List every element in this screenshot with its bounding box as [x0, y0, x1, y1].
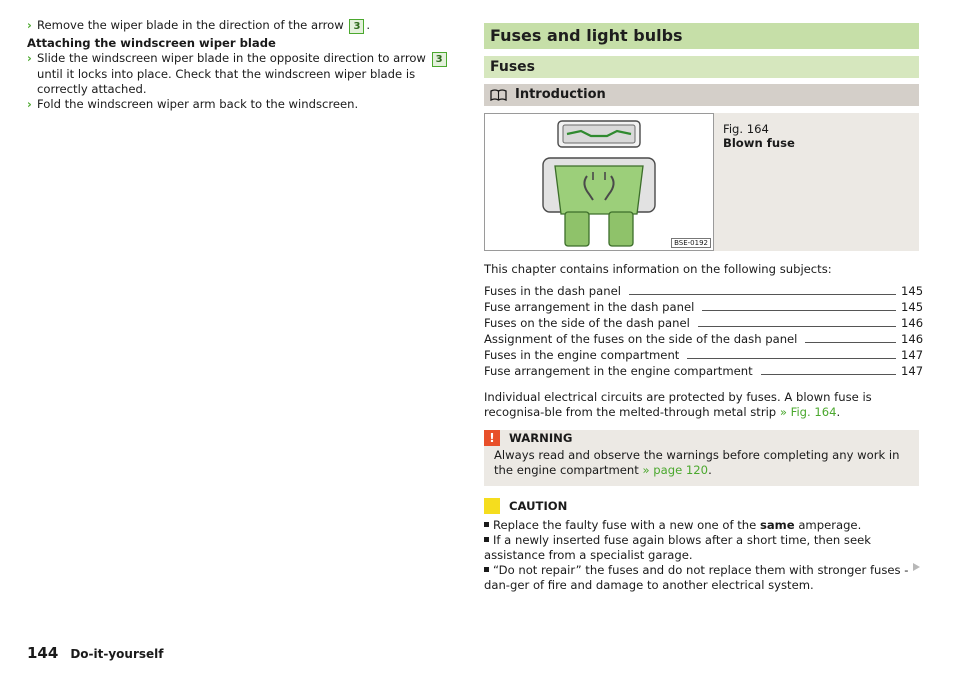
page-footer — [27, 644, 163, 662]
toc-entry[interactable]: Fuses in the engine compartment 147 — [484, 348, 924, 362]
section-name: Do-it-yourself — [70, 647, 164, 661]
arrow-reference: 3 — [349, 19, 364, 34]
subheading-attaching: Attaching the windscreen wiper blade — [27, 36, 276, 50]
list-item: “Do not repair” the fuses and do not replace them with stronger fuses - dan-ger of fire and damage to another electrical system. — [484, 563, 909, 592]
caution-box — [484, 498, 919, 593]
figure-link[interactable]: » Fig. 164 — [779, 405, 837, 419]
right-column — [484, 23, 924, 593]
fuse-drawing — [485, 114, 713, 250]
chevron-right-icon: › — [27, 18, 32, 32]
toc-entry[interactable]: Fuses in the dash panel 145 — [484, 284, 924, 298]
caution-title: CAUTION — [509, 498, 568, 513]
step-slide-blade: › Slide the windscreen wiper blade in the opposite direction to arrow 3 until it locks into place. Check that the windscreen wiper blade is correctly attached. — [27, 51, 463, 97]
page-link[interactable]: » page 120 — [642, 463, 709, 477]
blown-fuse-illustration — [484, 113, 714, 251]
toc-entry[interactable]: Fuse arrangement in the engine compartment 147 — [484, 364, 924, 378]
figure-code: BSE-0192 — [671, 238, 711, 248]
toc-entry[interactable]: Assignment of the fuses on the side of the dash panel 146 — [484, 332, 924, 346]
figure-label: Fig. 164 — [723, 122, 769, 136]
caution-list — [484, 518, 919, 593]
arrow-reference: 3 — [432, 52, 447, 67]
toc-entry[interactable]: Fuse arrangement in the dash panel 145 — [484, 300, 924, 314]
chapter-heading: Fuses and light bulbs — [484, 23, 919, 49]
bullet-icon — [484, 522, 489, 527]
body-text: Individual electrical circuits are protected by fuses. A blown fuse is recognisa-ble from the melted-through metal strip » Fig. 164. — [484, 390, 872, 419]
list-item: Replace the faulty fuse with a new one of the same amperage. — [484, 518, 919, 533]
toc-entry[interactable]: Fuses on the side of the dash panel 146 — [484, 316, 924, 330]
left-column — [27, 18, 463, 112]
warning-text: Always read and observe the warnings before completing any work in the engine compartment » page 120. — [494, 448, 900, 477]
step-remove-blade: › Remove the wiper blade in the direction of the arrow 3 . — [27, 18, 371, 32]
intro-text: This chapter contains information on the following subjects: — [484, 262, 832, 276]
list-item: If a newly inserted fuse again blows after a short time, then seek assistance from a specialist garage. — [484, 533, 871, 562]
bullet-icon — [484, 537, 489, 542]
caution-icon — [484, 498, 500, 514]
bullet-icon — [484, 567, 489, 572]
warning-box — [484, 430, 919, 486]
step-fold-arm: › Fold the windscreen wiper arm back to the windscreen. — [27, 97, 359, 111]
subsection-heading: Introduction — [484, 84, 919, 106]
figure-title: Blown fuse — [723, 136, 795, 150]
page-number: 144 — [27, 644, 59, 662]
warning-title: WARNING — [509, 430, 573, 445]
warning-icon: ! — [484, 430, 500, 446]
figure-caption — [714, 113, 795, 251]
chevron-right-icon: › — [27, 51, 32, 65]
figure — [484, 113, 919, 251]
section-heading: Fuses — [484, 56, 919, 78]
chevron-right-icon: › — [27, 97, 32, 111]
continue-arrow-icon — [912, 562, 922, 572]
subject-list — [484, 283, 924, 379]
book-icon — [490, 89, 507, 101]
